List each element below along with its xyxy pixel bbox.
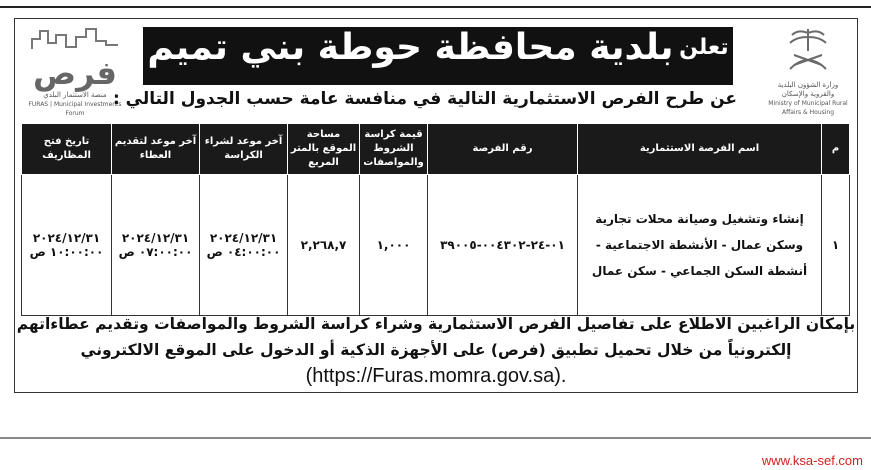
skyline-icon [30, 25, 120, 51]
header-name: اسم الفرصة الاستثمارية [578, 124, 822, 175]
table-header-row [22, 124, 850, 175]
header-area: مساحة الموقع بالمتر المربع [288, 124, 360, 175]
furas-caption-en: FURAS | Municipal Investments Forum [28, 101, 122, 117]
row-opening [22, 175, 112, 316]
ministry-caption-en: Ministry of Municipal Rural Affairs & Housing [768, 100, 848, 116]
row-booklet-price: ١,٠٠٠ [360, 175, 428, 316]
row-area: ٢,٢٦٨,٧ [288, 175, 360, 316]
header-index: م [822, 124, 850, 175]
top-rule [0, 6, 871, 8]
opportunities-table [21, 123, 850, 316]
last-submit-date: ٢٠٢٤/١٢/٣١ [121, 231, 190, 245]
opening-date: ٢٠٢٤/١٢/٣١ [32, 231, 101, 245]
row-index: ١ [822, 175, 850, 316]
title-prefix: تعلن [679, 35, 729, 60]
furas-brand: فرص [33, 54, 117, 92]
header-booklet-price: قيمة كراسة الشروط والمواصفات [360, 124, 428, 175]
furas-logo [23, 25, 127, 125]
ministry-logo [767, 25, 849, 125]
header-last-submit: آخر موعد لتقديم العطاء [112, 124, 200, 175]
last-buy-time: ٠٤:٠٠:٠٠ ص [206, 245, 281, 259]
row-last-buy [200, 175, 288, 316]
furas-caption: منصة الاستثمار البلدي [43, 91, 107, 99]
ad-header [15, 19, 857, 131]
table-row [22, 175, 850, 316]
header-opportunity-number: رقم الفرصة [428, 124, 578, 175]
last-submit-time: ٠٧:٠٠:٠٠ ص [118, 245, 193, 259]
ministry-caption: وزارة الشؤون البلدية والقروية والإسكان [777, 81, 839, 98]
header-last-buy: آخر موعد لشراء الكراسة [200, 124, 288, 175]
last-buy-date: ٢٠٢٤/١٢/٣١ [209, 231, 278, 245]
row-opportunity-number: ٠١-٢٤-٠٠٤٣٠٢-٣٩٠٠٥ [428, 175, 578, 316]
header-opening: تاريخ فتح المظاريف [22, 124, 112, 175]
title-banner [143, 27, 733, 85]
bottom-rule [0, 437, 871, 439]
footer-text: بإمكان الراغبين الاطلاع على تفاصيل الفرص الاستثمارية وشراء كراسة الشروط والمواصفات وتقديم عطاءاتهم إلكترونياً من خلال تحميل تطبيق (فرص) على الأجهزة الذكية أو الدخول على الموقع الالكتروني [16, 315, 856, 359]
title-main: بلدية محافظة حوطة بني تميم [147, 27, 674, 68]
site-watermark[interactable]: www.ksa-sef.com [761, 453, 863, 468]
row-last-submit [112, 175, 200, 316]
advertisement-box [14, 18, 858, 393]
footer-note [15, 311, 857, 390]
row-name: إنشاء وتشغيل وصيانة محلات تجارية وسكن عمال - الأنشطة الاجتماعية - أنشطة السكن الجماعي - سكن عمال [578, 175, 822, 316]
footer-url[interactable]: (https://Furas.momra.gov.sa). [305, 365, 567, 387]
palm-swords-emblem-icon [780, 25, 836, 77]
subtitle: عن طرح الفرص الاستثمارية التالية في منافسة عامة حسب الجدول التالي : [112, 89, 737, 109]
opening-time: ١٠:٠٠:٠٠ ص [29, 245, 104, 259]
